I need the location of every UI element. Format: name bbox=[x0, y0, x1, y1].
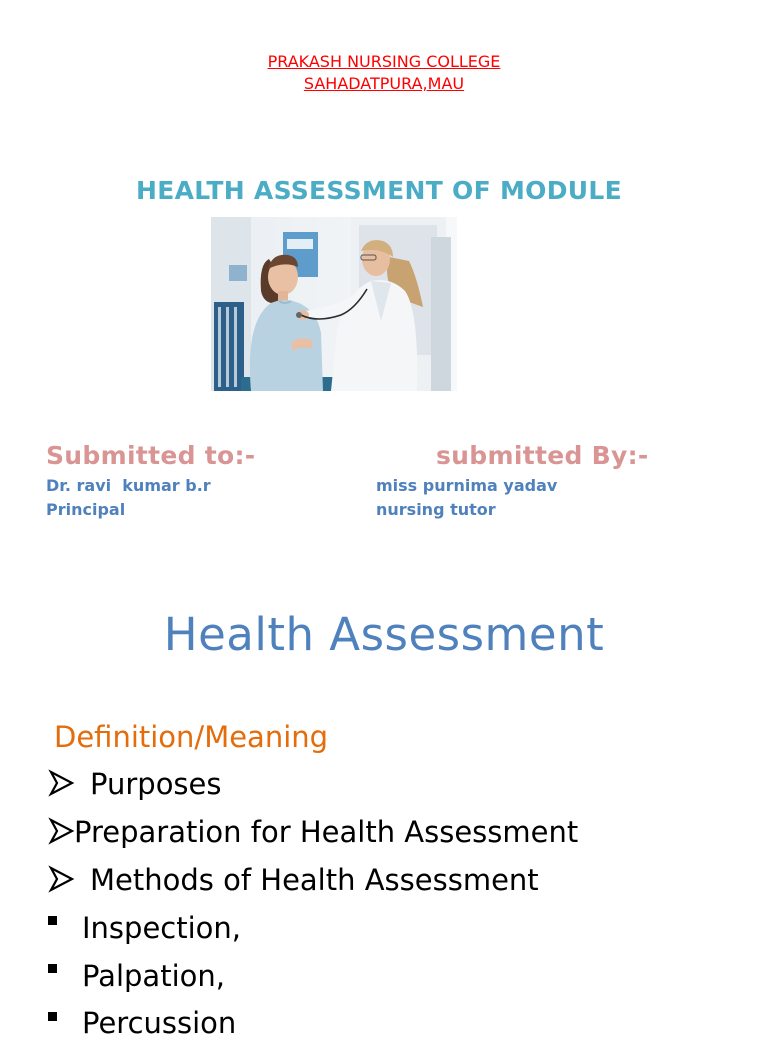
submitted-by-label: submitted By:- bbox=[436, 441, 649, 470]
list-item-label: Preparation for Health Assessment bbox=[74, 815, 579, 849]
square-bullet-icon bbox=[48, 964, 57, 973]
list-item-purposes bbox=[48, 767, 222, 801]
list-item-label: Purposes bbox=[90, 767, 222, 801]
college-location: SAHADATPURA,MAU bbox=[303, 74, 465, 93]
submitted-by-role: nursing tutor bbox=[376, 500, 496, 519]
square-bullet-icon bbox=[48, 916, 57, 925]
list-item-inspection: Inspection, bbox=[82, 911, 242, 945]
arrow-bullet-icon bbox=[48, 817, 76, 845]
module-title: HEALTH ASSESSMENT OF MODULE bbox=[136, 176, 622, 205]
main-heading: Health Assessment bbox=[163, 608, 605, 661]
list-item-methods bbox=[48, 863, 539, 897]
definition-label: Definition/Meaning bbox=[54, 720, 329, 754]
list-item-label: Methods of Health Assessment bbox=[90, 863, 539, 897]
list-item-preparation bbox=[48, 815, 578, 849]
submitted-to-role: Principal bbox=[46, 500, 126, 519]
list-item-palpation: Palpation, bbox=[82, 959, 225, 993]
college-name: PRAKASH NURSING COLLEGE bbox=[267, 52, 501, 71]
submitted-to-name: Dr. ravi kumar b.r bbox=[46, 476, 211, 495]
list-item-percussion: Percussion bbox=[82, 1006, 237, 1040]
doctor-patient-photo bbox=[211, 217, 457, 391]
submitted-to-label: Submitted to:- bbox=[46, 441, 256, 470]
square-bullet-icon bbox=[48, 1012, 57, 1021]
arrow-bullet-icon bbox=[48, 865, 76, 893]
arrow-bullet-icon bbox=[48, 769, 76, 797]
submitted-by-name: miss purnima yadav bbox=[376, 476, 558, 495]
